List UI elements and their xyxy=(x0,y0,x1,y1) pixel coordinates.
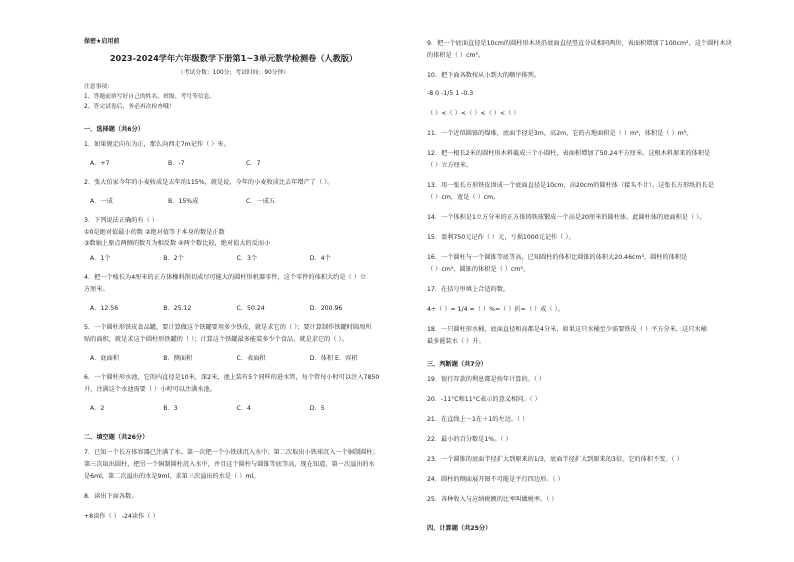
question-12-cont: （ ）立方厘米。 xyxy=(427,162,473,169)
option: B．2个 xyxy=(163,255,184,262)
note-item: 2、答完试卷后，务必再次检查哦！ xyxy=(84,104,175,110)
options-6 xyxy=(90,403,383,412)
section-heading-choice: 一、选择题（共6分） xyxy=(84,126,144,133)
section-heading-judge: 三、判断题（共7分） xyxy=(427,361,487,368)
question-8: 8．读出下面各数。 xyxy=(84,493,138,500)
question-7-cont: 是6ml，第二次溢出的水是9ml，求第三次溢出的水是（ ）ml。 xyxy=(84,473,260,480)
option: B．侧面积 xyxy=(163,355,193,362)
section-heading-calc: 四、计算题（共25分） xyxy=(427,525,492,532)
option: C．4 xyxy=(236,405,251,412)
question-12: 12．把一根长2米的圆柱形木料截成三个小圆柱，表面积增加了50.24平方厘米，这根木料原来的体积是 xyxy=(427,150,711,157)
option: A．底面积 xyxy=(90,355,119,362)
option: C．3个 xyxy=(236,255,258,262)
question-10-blanks: （ ）<（ ）<（ ）<（ ）<（ ） xyxy=(427,110,520,117)
question-18: 18．一只圆柱形水桶，底面直径和高都是4分米，如果这只水桶至少需要铁皮（ ）平方分米，这只水桶 xyxy=(427,326,707,333)
question-5-cont: 贴的面积，就是求这个圆柱形铁罐的（ ）；计算这个铁罐最多能装多少个食品，就是求它的（ ）。 xyxy=(84,336,348,343)
statement-line: ③数轴上原点两侧的数互为相反数 ④两个数比较，绝对值大的反而小 xyxy=(84,240,271,247)
question-16: 16．一个圆柱与一个圆锥等底等高，已知圆柱的体积比圆锥的体积大20.46cm³，圆柱的体积是 xyxy=(427,254,688,261)
options-2 xyxy=(90,196,383,205)
statement-line: ①0是绝对值最小的数 ②绝对值等于本身的数是正数 xyxy=(84,229,225,236)
question-13-cont: （ ）cm，宽是（ ）cm。 xyxy=(427,194,500,201)
option: D．5 xyxy=(309,405,325,412)
question-19: 19．银行存款的利息都是按年计算的。（ ） xyxy=(427,376,546,383)
option: C．50.24 xyxy=(236,305,265,312)
notes-label: 注意事项： xyxy=(84,84,113,90)
option: A．一成 xyxy=(90,198,113,205)
options-4 xyxy=(90,303,383,312)
option: C．一成五 xyxy=(246,198,276,205)
question-4: 4．把一个棱长为4厘米的正方体橡料削切成尽可能大的圆柱形机器零件，这个零件的体积大约是（ ）立 xyxy=(84,274,367,281)
question-7-cont: 第三次取出圆柱，把另一个铜制圆柱沉入水中，并且这个圆柱与圆锥等底等高，现在知道，第一次溢出的水 xyxy=(84,461,375,468)
question-13: 13．用一张长方形铁皮围成一个底面直径是10cm，高20cm的圆柱体（接头不计）。这张长方形纸的长是 xyxy=(427,182,714,189)
question-9: 9．把一个底面直径是10cm的圆柱形木块沿底面直径竖直分成相同两块，表面积增加了100cm²，这个圆柱木块 xyxy=(427,40,732,47)
question-21: 21．在直线上－1在＋1的左边。（ ） xyxy=(427,416,529,423)
question-5: 5．一个圆柱形铁皮食品罐，要计算做这个铁罐要用多少铁皮，就是求它的（ ）；要计算制作铁罐时圆周所 xyxy=(84,324,372,331)
question-11: 11．一个近似圆锥的煤堆，底面半径是3m，高2m，它的占地面积是（ ）m²，体积是（ ）m³。 xyxy=(427,130,693,137)
question-9-cont: 的体积是（ ）cm³。 xyxy=(427,52,485,59)
question-14: 14．一个体积是1立方分米的正方体铸铁球锻成一个高是20厘米的圆柱体，此圆柱体的底面积是（ ）。 xyxy=(427,214,706,221)
question-10: 10．把下面各数按从小到大的顺序排列。 xyxy=(427,72,541,79)
question-1: 1．如果规定向东为正，那么向西走7m记作（ ）米。 xyxy=(84,141,230,148)
option: D．200.96 xyxy=(309,305,343,312)
question-24: 24．圆柱的侧面展开图不可能是平行四边形。（ ） xyxy=(427,476,564,483)
question-7: 7．已知一个长方体容器已注满了水。第一次把一个小铁球沉入水中；第二次取出小铁球沉入一个铜制圆柱； xyxy=(84,449,379,456)
question-16-cont: （ ）cm³，圆锥的体积是（ ）cm³。 xyxy=(427,266,530,273)
question-3: 3．下列说法正确的有（ ） xyxy=(84,217,158,224)
option: C．7 xyxy=(246,160,261,167)
question-17: 17．在括号里填上合适的数。 xyxy=(427,286,510,293)
question-23: 23．一个圆锥的底面半径扩大到原来的1/3，底面半径扩大到原来的3倍，它的体积不变。（ ） xyxy=(427,456,683,463)
option: B．3 xyxy=(163,405,178,412)
right-page xyxy=(397,0,794,562)
option: A．1个 xyxy=(90,255,111,262)
question-18-cont: 最多能装水（ ）升。 xyxy=(427,338,485,345)
option: D．体积 E．容积 xyxy=(309,355,358,362)
page-title: 2023-2024学年六年级数学下册第1~3单元数学检测卷（人教版） xyxy=(109,53,358,63)
exam-info: （考试分数：100分；考试时间：90分钟） xyxy=(177,70,290,76)
section-heading-fill: 二、填空题（共26分） xyxy=(84,434,149,441)
option: C．表面积 xyxy=(236,355,266,362)
question-15: 15．盈利750元记作（ ）元，亏损1000元记作（ ）。 xyxy=(427,234,575,241)
option: B．25.12 xyxy=(163,305,192,312)
option: A．+7 xyxy=(90,160,110,167)
options-5 xyxy=(90,353,383,362)
options-3 xyxy=(90,253,383,262)
note-item: 1、答题前填写好自己的姓名、班级、考号等信息。 xyxy=(84,94,216,100)
secret-mark: 保密★启用前 xyxy=(84,38,120,45)
question-10-numbers: -8 0 -1/5 1 -0.3 xyxy=(427,90,474,97)
question-6-cont: 升，注满这个水池需要（ ）小时可以注满水池。 xyxy=(84,386,216,393)
option: B．-7 xyxy=(168,160,185,167)
question-20: 20．-11°C和11°C表示的意义相同。（ ） xyxy=(427,396,541,403)
question-22: 22．最小的百分数是1%。（ ） xyxy=(427,436,512,443)
question-8-answer: +8读作（ ） -24读作（ ） xyxy=(84,513,159,520)
option: D．4个 xyxy=(309,255,331,262)
question-6: 6．一个圆柱形水池，它的内直径是10米，深2米，池上装有5个同样的进水管，每个管每小时可以注入7850 xyxy=(84,374,380,381)
question-17-blanks: 4÷（ ）= 1/4 =（ ）%=（ ）折=（ ）成（ ）。 xyxy=(427,306,564,313)
question-2: 2．张大伯家今年的小麦收成是去年的115%，就是说，今年的小麦收成比去年增产了（ ）。 xyxy=(84,179,334,186)
options-1 xyxy=(90,158,383,167)
question-25: 25．各种收入与应纳税额的比率叫做税率。（ ） xyxy=(427,496,558,503)
question-4-cont: 方厘米。 xyxy=(84,286,109,293)
option: A．12.56 xyxy=(90,305,119,312)
option: A．2 xyxy=(90,405,105,412)
option: B．15%成 xyxy=(168,198,199,205)
